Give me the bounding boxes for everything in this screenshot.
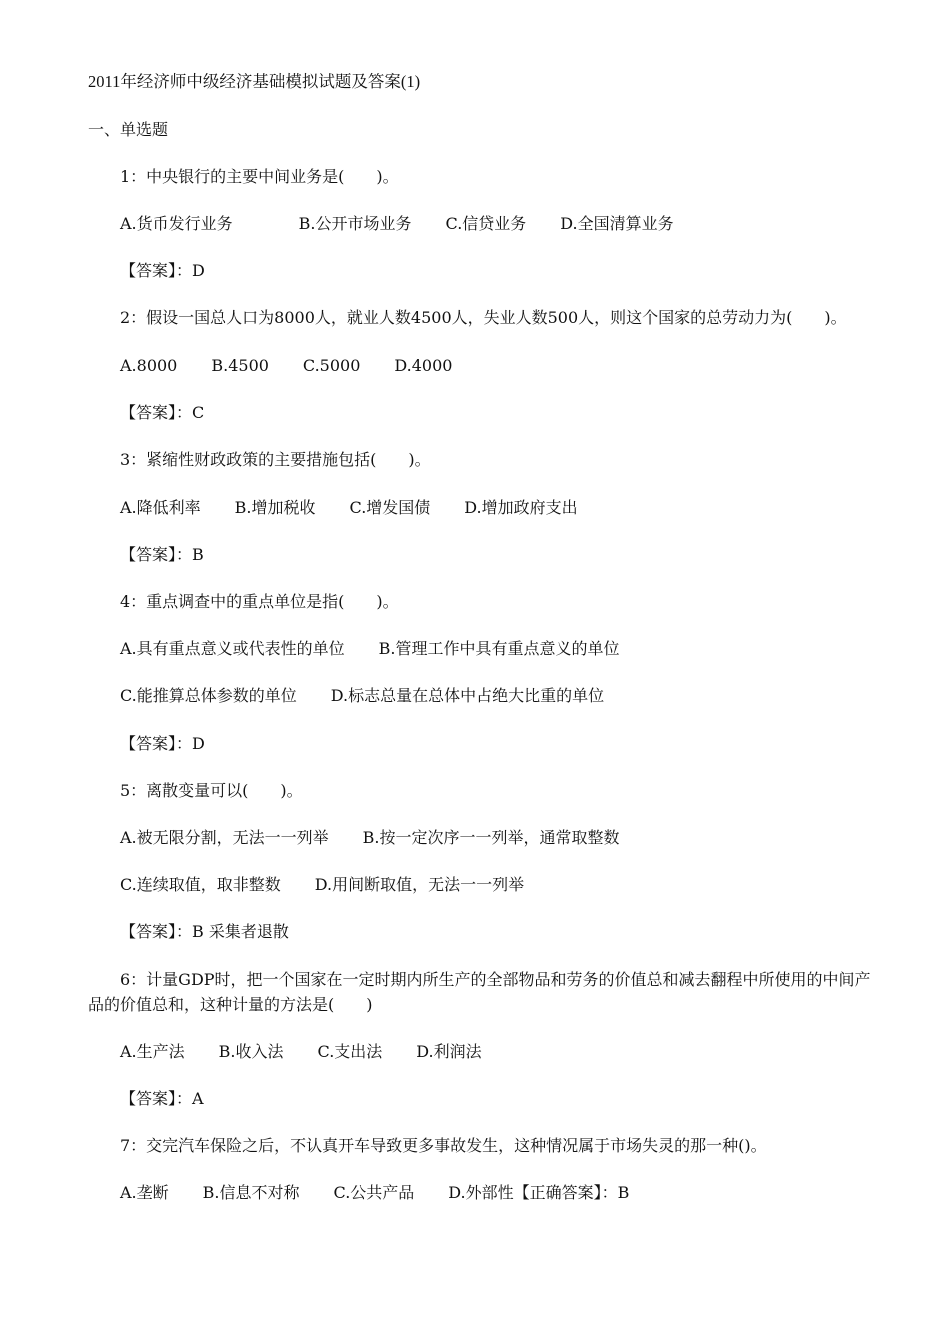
option-b: B.增加税收 [234, 498, 316, 517]
option-a: A.被无限分割，无法一一列举 [120, 828, 329, 847]
option-c: C.5000 [302, 356, 361, 375]
options-3 [120, 496, 578, 520]
question-3: 3：紧缩性财政政策的主要措施包括( )。 [120, 450, 431, 469]
options-1 [120, 212, 674, 236]
options-4-line-1 [120, 637, 620, 661]
option-d: D.标志总量在总体中占绝大比重的单位 [330, 686, 605, 705]
options-2 [120, 354, 452, 378]
options-4-line-2 [120, 684, 604, 708]
question-6: 6：计量GDP时，把一个国家在一定时期内所生产的全部物品和劳务的价值总和减去翻程中所使用的中间产品的价值总和，这种计量的方法是( ) [88, 970, 871, 1014]
answer-1: 【答案】：D [120, 261, 205, 280]
option-d: D.4000 [394, 356, 453, 375]
question-1: 1：中央银行的主要中间业务是( )。 [120, 167, 399, 186]
question-2: 2：假设一国总人口为8000人，就业人数4500人，失业人数500人，则这个国家的总劳动力为( )。 [120, 308, 847, 327]
answer-4: 【答案】：D [120, 734, 205, 753]
option-c: C.连续取值，取非整数 [120, 875, 281, 894]
options-7 [120, 1181, 629, 1205]
option-d: D.用间断取值，无法一一列举 [314, 875, 525, 894]
option-c: C.支出法 [317, 1042, 383, 1061]
option-a: A.降低利率 [120, 498, 201, 517]
option-c: C.增发国债 [349, 498, 431, 517]
option-b: B.公开市场业务 [298, 214, 412, 233]
option-d: D.增加政府支出 [464, 498, 578, 517]
answer-6: 【答案】：A [120, 1089, 204, 1108]
option-a: A.具有重点意义或代表性的单位 [120, 639, 345, 658]
section-heading: 一、单选题 [88, 120, 169, 139]
option-a: A.生产法 [120, 1042, 185, 1061]
document-title: 2011年经济师中级经济基础模拟试题及答案(1) [88, 72, 421, 91]
option-a: A.货币发行业务 [120, 214, 233, 233]
option-c: C.能推算总体参数的单位 [120, 686, 297, 705]
option-a: A.8000 [120, 356, 178, 375]
option-c: C.公共产品 [333, 1183, 415, 1202]
option-b: B.信息不对称 [202, 1183, 300, 1202]
question-7: 7：交完汽车保险之后，不认真开车导致更多事故发生，这种情况属于市场失灵的那一种()。 [120, 1136, 767, 1155]
option-c: C.信贷业务 [445, 214, 527, 233]
answer-5: 【答案】：B 采集者退散 [120, 922, 289, 941]
option-d: D.全国清算业务 [560, 214, 674, 233]
option-b: B.收入法 [218, 1042, 284, 1061]
answer-3: 【答案】：B [120, 545, 204, 564]
option-b: B.4500 [211, 356, 269, 375]
options-5-line-1 [120, 826, 620, 850]
question-5: 5：离散变量可以( )。 [120, 781, 303, 800]
option-b: B.管理工作中具有重点意义的单位 [378, 639, 620, 658]
options-5-line-2 [120, 873, 524, 897]
options-6 [120, 1040, 482, 1064]
option-d: D.利润法 [416, 1042, 482, 1061]
answer-2: 【答案】：C [120, 403, 205, 422]
option-a: A.垄断 [120, 1183, 169, 1202]
question-4: 4：重点调查中的重点单位是指( )。 [120, 592, 399, 611]
option-b: B.按一定次序一一列举，通常取整数 [362, 828, 620, 847]
option-d: D.外部性【正确答案】：B [448, 1183, 630, 1202]
